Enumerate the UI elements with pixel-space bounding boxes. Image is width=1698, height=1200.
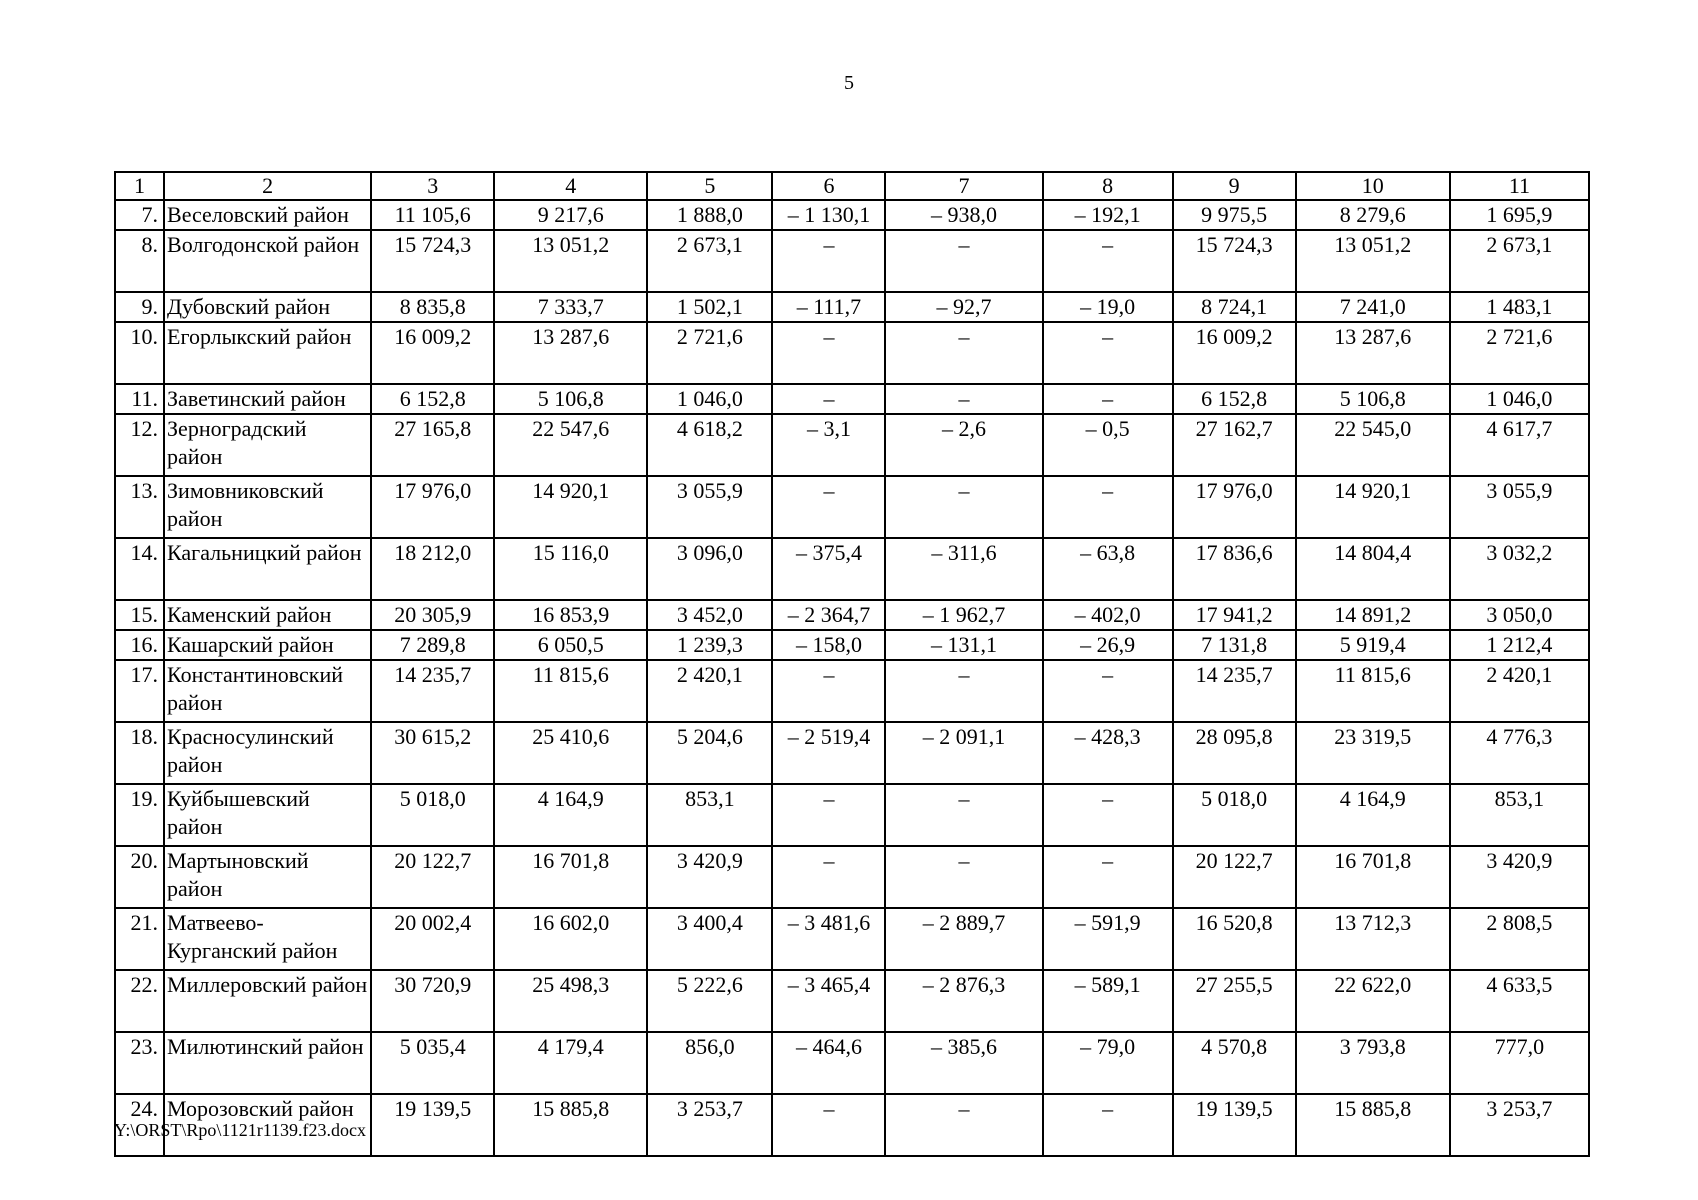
value-cell: 1 695,9 xyxy=(1450,200,1589,230)
district-name-cell: Кагальницкий район xyxy=(164,538,371,600)
table-row xyxy=(115,414,1589,476)
value-cell: 3 400,4 xyxy=(647,908,772,970)
value-cell: 4 776,3 xyxy=(1450,722,1589,784)
value-cell: – 311,6 xyxy=(885,538,1042,600)
value-cell: 14 891,2 xyxy=(1296,600,1450,630)
table-row xyxy=(115,1032,1589,1094)
district-name-cell: Морозовский район xyxy=(164,1094,371,1156)
table-row xyxy=(115,660,1589,722)
column-number-header: 7 xyxy=(885,172,1042,200)
column-number-header: 8 xyxy=(1043,172,1173,200)
value-cell: – 19,0 xyxy=(1043,292,1173,322)
row-number-cell: 19. xyxy=(115,784,164,846)
district-name-cell: Заветинский район xyxy=(164,384,371,414)
value-cell: 3 420,9 xyxy=(647,846,772,908)
value-cell: – 3 481,6 xyxy=(772,908,885,970)
district-name-cell: Каменский район xyxy=(164,600,371,630)
value-cell: – 938,0 xyxy=(885,200,1042,230)
value-cell: – xyxy=(772,322,885,384)
value-cell: 20 122,7 xyxy=(371,846,494,908)
value-cell: – xyxy=(885,476,1042,538)
value-cell: 3 032,2 xyxy=(1450,538,1589,600)
value-cell: – 385,6 xyxy=(885,1032,1042,1094)
value-cell: – xyxy=(1043,660,1173,722)
value-cell: – xyxy=(772,384,885,414)
value-cell: 5 106,8 xyxy=(1296,384,1450,414)
value-cell: 2 673,1 xyxy=(1450,230,1589,292)
value-cell: – 26,9 xyxy=(1043,630,1173,660)
value-cell: 11 815,6 xyxy=(1296,660,1450,722)
table-row xyxy=(115,846,1589,908)
value-cell: – xyxy=(1043,476,1173,538)
value-cell: 5 204,6 xyxy=(647,722,772,784)
value-cell: 8 724,1 xyxy=(1173,292,1296,322)
value-cell: 23 319,5 xyxy=(1296,722,1450,784)
value-cell: 28 095,8 xyxy=(1173,722,1296,784)
value-cell: – 589,1 xyxy=(1043,970,1173,1032)
value-cell: – xyxy=(1043,230,1173,292)
value-cell: 20 002,4 xyxy=(371,908,494,970)
column-number-header: 1 xyxy=(115,172,164,200)
table-row xyxy=(115,970,1589,1032)
table-row xyxy=(115,600,1589,630)
row-number-cell: 18. xyxy=(115,722,164,784)
value-cell: 6 152,8 xyxy=(1173,384,1296,414)
value-cell: – xyxy=(885,846,1042,908)
district-name-cell: Кашарский район xyxy=(164,630,371,660)
value-cell: – 63,8 xyxy=(1043,538,1173,600)
value-cell: – xyxy=(885,230,1042,292)
value-cell: 5 018,0 xyxy=(1173,784,1296,846)
value-cell: 3 096,0 xyxy=(647,538,772,600)
value-cell: – 402,0 xyxy=(1043,600,1173,630)
value-cell: 30 615,2 xyxy=(371,722,494,784)
value-cell: 2 721,6 xyxy=(647,322,772,384)
value-cell: 1 212,4 xyxy=(1450,630,1589,660)
value-cell: 17 976,0 xyxy=(1173,476,1296,538)
column-number-header: 9 xyxy=(1173,172,1296,200)
value-cell: 15 116,0 xyxy=(494,538,647,600)
value-cell: – xyxy=(885,322,1042,384)
value-cell: – xyxy=(1043,784,1173,846)
value-cell: – 2 876,3 xyxy=(885,970,1042,1032)
table-row xyxy=(115,538,1589,600)
value-cell: 15 885,8 xyxy=(494,1094,647,1156)
row-number-cell: 22. xyxy=(115,970,164,1032)
table-row xyxy=(115,784,1589,846)
district-name-cell: Зерноградский район xyxy=(164,414,371,476)
value-cell: 22 547,6 xyxy=(494,414,647,476)
value-cell: – 111,7 xyxy=(772,292,885,322)
value-cell: 11 815,6 xyxy=(494,660,647,722)
column-number-header: 6 xyxy=(772,172,885,200)
table-row xyxy=(115,230,1589,292)
district-name-cell: Мартыновский район xyxy=(164,846,371,908)
value-cell: 2 420,1 xyxy=(647,660,772,722)
table-row xyxy=(115,292,1589,322)
value-cell: – xyxy=(772,230,885,292)
value-cell: 16 701,8 xyxy=(1296,846,1450,908)
value-cell: 3 452,0 xyxy=(647,600,772,630)
value-cell: 5 018,0 xyxy=(371,784,494,846)
district-name-cell: Зимовниковский район xyxy=(164,476,371,538)
column-number-header: 10 xyxy=(1296,172,1450,200)
value-cell: 25 410,6 xyxy=(494,722,647,784)
district-name-cell: Волгодонской район xyxy=(164,230,371,292)
value-cell: 856,0 xyxy=(647,1032,772,1094)
value-cell: 20 305,9 xyxy=(371,600,494,630)
value-cell: – xyxy=(772,784,885,846)
value-cell: 9 217,6 xyxy=(494,200,647,230)
row-number-cell: 10. xyxy=(115,322,164,384)
row-number-cell: 15. xyxy=(115,600,164,630)
value-cell: 4 179,4 xyxy=(494,1032,647,1094)
row-number-cell: 17. xyxy=(115,660,164,722)
value-cell: – xyxy=(885,660,1042,722)
value-cell: 16 701,8 xyxy=(494,846,647,908)
value-cell: 7 241,0 xyxy=(1296,292,1450,322)
value-cell: 15 724,3 xyxy=(1173,230,1296,292)
district-name-cell: Куйбышевский район xyxy=(164,784,371,846)
table-row xyxy=(115,908,1589,970)
value-cell: 14 804,4 xyxy=(1296,538,1450,600)
value-cell: – xyxy=(885,384,1042,414)
row-number-cell: 11. xyxy=(115,384,164,414)
value-cell: – 591,9 xyxy=(1043,908,1173,970)
value-cell: 8 835,8 xyxy=(371,292,494,322)
row-number-cell: 9. xyxy=(115,292,164,322)
value-cell: 22 545,0 xyxy=(1296,414,1450,476)
column-number-header: 11 xyxy=(1450,172,1589,200)
value-cell: 27 255,5 xyxy=(1173,970,1296,1032)
value-cell: – 79,0 xyxy=(1043,1032,1173,1094)
value-cell: 2 721,6 xyxy=(1450,322,1589,384)
value-cell: 14 235,7 xyxy=(1173,660,1296,722)
value-cell: 7 289,8 xyxy=(371,630,494,660)
value-cell: 22 622,0 xyxy=(1296,970,1450,1032)
value-cell: 9 975,5 xyxy=(1173,200,1296,230)
district-name-cell: Красносулинский район xyxy=(164,722,371,784)
value-cell: 15 885,8 xyxy=(1296,1094,1450,1156)
value-cell: – 375,4 xyxy=(772,538,885,600)
value-cell: – xyxy=(885,784,1042,846)
value-cell: 13 051,2 xyxy=(494,230,647,292)
value-cell: 16 853,9 xyxy=(494,600,647,630)
table-row xyxy=(115,722,1589,784)
value-cell: 16 520,8 xyxy=(1173,908,1296,970)
value-cell: 14 920,1 xyxy=(1296,476,1450,538)
value-cell: – 2 889,7 xyxy=(885,908,1042,970)
value-cell: – 158,0 xyxy=(772,630,885,660)
value-cell: – xyxy=(1043,322,1173,384)
row-number-cell: 7. xyxy=(115,200,164,230)
value-cell: 2 808,5 xyxy=(1450,908,1589,970)
value-cell: 4 618,2 xyxy=(647,414,772,476)
value-cell: – 1 962,7 xyxy=(885,600,1042,630)
column-number-header: 2 xyxy=(164,172,371,200)
row-number-cell: 12. xyxy=(115,414,164,476)
value-cell: – 2,6 xyxy=(885,414,1042,476)
value-cell: 3 793,8 xyxy=(1296,1032,1450,1094)
value-cell: 27 165,8 xyxy=(371,414,494,476)
value-cell: 4 570,8 xyxy=(1173,1032,1296,1094)
row-number-cell: 21. xyxy=(115,908,164,970)
value-cell: 3 253,7 xyxy=(647,1094,772,1156)
value-cell: 1 046,0 xyxy=(647,384,772,414)
row-number-cell: 16. xyxy=(115,630,164,660)
value-cell: – xyxy=(772,846,885,908)
value-cell: 17 976,0 xyxy=(371,476,494,538)
value-cell: 5 222,6 xyxy=(647,970,772,1032)
value-cell: – 2 364,7 xyxy=(772,600,885,630)
value-cell: – xyxy=(772,1094,885,1156)
value-cell: 777,0 xyxy=(1450,1032,1589,1094)
value-cell: 18 212,0 xyxy=(371,538,494,600)
value-cell: 19 139,5 xyxy=(371,1094,494,1156)
value-cell: – 0,5 xyxy=(1043,414,1173,476)
table-row xyxy=(115,630,1589,660)
row-number-cell: 14. xyxy=(115,538,164,600)
row-number-cell: 23. xyxy=(115,1032,164,1094)
value-cell: 7 131,8 xyxy=(1173,630,1296,660)
value-cell: 13 712,3 xyxy=(1296,908,1450,970)
table-row xyxy=(115,200,1589,230)
value-cell: – xyxy=(1043,1094,1173,1156)
value-cell: 20 122,7 xyxy=(1173,846,1296,908)
district-name-cell: Егорлыкский район xyxy=(164,322,371,384)
file-path-footer: Y:\ORST\Rpo\1121r1139.f23.docx xyxy=(114,1120,367,1140)
value-cell: 13 051,2 xyxy=(1296,230,1450,292)
value-cell: – xyxy=(1043,384,1173,414)
value-cell: 14 235,7 xyxy=(371,660,494,722)
column-number-header: 3 xyxy=(371,172,494,200)
value-cell: 27 162,7 xyxy=(1173,414,1296,476)
value-cell: – xyxy=(885,1094,1042,1156)
value-cell: 17 941,2 xyxy=(1173,600,1296,630)
value-cell: 16 602,0 xyxy=(494,908,647,970)
row-number-cell: 20. xyxy=(115,846,164,908)
value-cell: 16 009,2 xyxy=(1173,322,1296,384)
value-cell: 4 164,9 xyxy=(1296,784,1450,846)
value-cell: 853,1 xyxy=(647,784,772,846)
value-cell: 11 105,6 xyxy=(371,200,494,230)
value-cell: – 3,1 xyxy=(772,414,885,476)
value-cell: 16 009,2 xyxy=(371,322,494,384)
row-number-cell: 24. xyxy=(115,1094,164,1156)
value-cell: – xyxy=(772,476,885,538)
value-cell: 1 239,3 xyxy=(647,630,772,660)
value-cell: 17 836,6 xyxy=(1173,538,1296,600)
district-name-cell: Дубовский район xyxy=(164,292,371,322)
value-cell: 13 287,6 xyxy=(494,322,647,384)
value-cell: 1 888,0 xyxy=(647,200,772,230)
value-cell: – 2 519,4 xyxy=(772,722,885,784)
value-cell: 1 483,1 xyxy=(1450,292,1589,322)
value-cell: – 131,1 xyxy=(885,630,1042,660)
table-row xyxy=(115,476,1589,538)
value-cell: – 3 465,4 xyxy=(772,970,885,1032)
value-cell: 6 152,8 xyxy=(371,384,494,414)
value-cell: – xyxy=(1043,846,1173,908)
table-row xyxy=(115,322,1589,384)
row-number-cell: 8. xyxy=(115,230,164,292)
table-row xyxy=(115,384,1589,414)
district-name-cell: Милютинский район xyxy=(164,1032,371,1094)
value-cell: – 464,6 xyxy=(772,1032,885,1094)
value-cell: 30 720,9 xyxy=(371,970,494,1032)
value-cell: – 2 091,1 xyxy=(885,722,1042,784)
page-number: 5 xyxy=(844,72,854,94)
value-cell: – 428,3 xyxy=(1043,722,1173,784)
value-cell: 4 633,5 xyxy=(1450,970,1589,1032)
value-cell: 5 106,8 xyxy=(494,384,647,414)
row-number-cell: 13. xyxy=(115,476,164,538)
value-cell: 7 333,7 xyxy=(494,292,647,322)
value-cell: 2 420,1 xyxy=(1450,660,1589,722)
value-cell: 3 253,7 xyxy=(1450,1094,1589,1156)
district-name-cell: Миллеровский район xyxy=(164,970,371,1032)
value-cell: 13 287,6 xyxy=(1296,322,1450,384)
value-cell: 5 035,4 xyxy=(371,1032,494,1094)
district-name-cell: Константиновский район xyxy=(164,660,371,722)
value-cell: 3 050,0 xyxy=(1450,600,1589,630)
value-cell: 4 617,7 xyxy=(1450,414,1589,476)
value-cell: 853,1 xyxy=(1450,784,1589,846)
value-cell: 14 920,1 xyxy=(494,476,647,538)
value-cell: 8 279,6 xyxy=(1296,200,1450,230)
district-table xyxy=(114,171,1590,1157)
value-cell: 3 420,9 xyxy=(1450,846,1589,908)
value-cell: 2 673,1 xyxy=(647,230,772,292)
value-cell: 25 498,3 xyxy=(494,970,647,1032)
value-cell: 5 919,4 xyxy=(1296,630,1450,660)
value-cell: 1 046,0 xyxy=(1450,384,1589,414)
value-cell: 15 724,3 xyxy=(371,230,494,292)
district-name-cell: Веселовский район xyxy=(164,200,371,230)
value-cell: 3 055,9 xyxy=(647,476,772,538)
value-cell: 6 050,5 xyxy=(494,630,647,660)
value-cell: 3 055,9 xyxy=(1450,476,1589,538)
column-number-header: 4 xyxy=(494,172,647,200)
value-cell: 4 164,9 xyxy=(494,784,647,846)
header-row xyxy=(115,172,1589,200)
value-cell: – xyxy=(772,660,885,722)
district-name-cell: Матвеево-Курганский район xyxy=(164,908,371,970)
column-number-header: 5 xyxy=(647,172,772,200)
value-cell: – 92,7 xyxy=(885,292,1042,322)
value-cell: 1 502,1 xyxy=(647,292,772,322)
value-cell: – 192,1 xyxy=(1043,200,1173,230)
value-cell: 19 139,5 xyxy=(1173,1094,1296,1156)
value-cell: – 1 130,1 xyxy=(772,200,885,230)
